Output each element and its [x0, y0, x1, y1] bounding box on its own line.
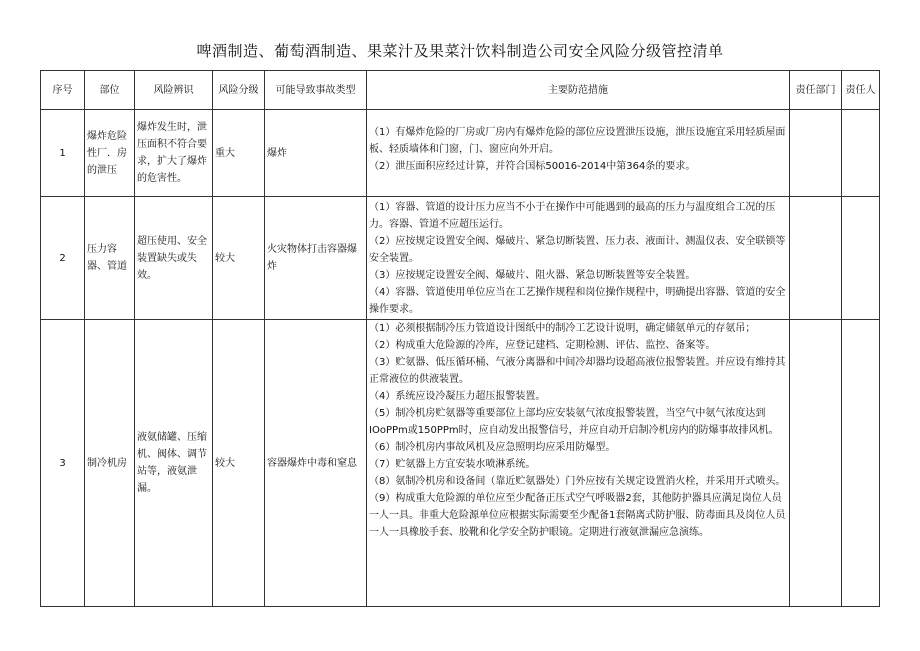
row-accident: 容器爆炸中毒和窒息 — [265, 320, 367, 607]
row-location: 爆炸危险性厂．房的泄压 — [85, 110, 135, 197]
measure-item: （2）构成重大危险源的冷库，应登记建档、定期检测、评估、监控、备案等。 — [369, 340, 716, 351]
table-row — [41, 197, 880, 320]
row-measures — [367, 320, 790, 607]
row-no: 1 — [41, 110, 85, 197]
row-level: 较大 — [213, 197, 265, 320]
table-row — [41, 320, 880, 607]
row-measures — [367, 110, 790, 197]
measure-item: （2）应按规定设置安全阀、爆破片、紧急切断装置、压力表、液面计、测温仪表、安全联锁等安全装置。 — [369, 236, 786, 264]
measure-item: （1）必须根据制冷压力管道设计图纸中的制冷工艺设计说明，确定储氨单元的存氨吊； — [369, 323, 756, 334]
page-title: 啤酒制造、葡萄酒制造、果菜汁及果菜汁饮料制造公司安全风险分级管控清单 — [196, 42, 724, 60]
measure-item: （4）容器、管道使用单位应当在工艺操作规程和岗位操作规程中，明确提出容器、管道的安全操作要求。 — [369, 287, 786, 315]
measure-item: （8）氨制冷机房和设备间（靠近贮氨器处）门外应按有关规定设置消火栓，并采用开式喷头。 — [369, 476, 786, 487]
table-row — [41, 110, 880, 197]
row-level: 较大 — [213, 320, 265, 607]
measure-item: （1）有爆炸危险的厂房或厂房内有爆炸危险的部位应设置泄压设施，泄压设施宜采用轻质屋面板、轻质墙体和门窗，门、窗应向外开启。 — [369, 127, 786, 155]
measure-item: （5）制冷机房贮氨器等重要部位上部均应安装氨气浓度报警装置，当空气中氨气浓度达到IOoPPm或150PPm时，应自动发出报警信号，并应自动开启制冷机房内的防爆事故排风机。 — [369, 408, 779, 436]
row-no: 3 — [41, 320, 85, 607]
row-dept — [790, 197, 842, 320]
measure-item: （1）容器、管道的设计压力应当不小于在操作中可能遇到的最高的压力与温度组合工况的压力。容器、管道不应超压运行。 — [369, 202, 776, 230]
row-person — [842, 320, 880, 607]
row-location: 压力容器、管道 — [85, 197, 135, 320]
header-accident: 可能导致事故类型 — [265, 71, 367, 110]
header-location: 部位 — [85, 71, 135, 110]
row-risk: 超压使用、安全装置缺失或失效。 — [135, 197, 213, 320]
header-dept: 责任部门 — [790, 71, 842, 110]
measure-item: （7）贮氨器上方宜安装水喷淋系统。 — [369, 459, 536, 470]
row-dept — [790, 320, 842, 607]
measure-item: （2）泄压面积应经过计算，并符合国标50016-2014中第364条的要求。 — [369, 161, 696, 172]
row-risk: 液氨储罐、压缩机、阀体、调节站等，液氨泄漏。 — [135, 320, 213, 607]
row-accident: 爆炸 — [265, 110, 367, 197]
row-level: 重大 — [213, 110, 265, 197]
measure-item: （9）构成重大危险源的单位应至少配备正压式空气呼吸器2套，其他防护器具应满足岗位人员一人一具。非重大危险源单位应根据实际需要至少配备1套隔离式防护服、防毒面具及岗位人员一人一具橡胶手套、胶靴和化学安全防护眼镜。定期进行液氨泄漏应急演练。 — [369, 493, 786, 538]
row-accident: 火灾物体打击容器爆炸 — [265, 197, 367, 320]
header-person: 责任人 — [842, 71, 880, 110]
row-person — [842, 197, 880, 320]
row-no: 2 — [41, 197, 85, 320]
row-measures — [367, 197, 790, 320]
measure-item: （3）贮氨器、低压循环桶、气液分离器和中间冷却器均设超高液位报警装置。并应设有维持其正常液位的供液装置。 — [369, 357, 786, 385]
row-risk: 爆炸发生时，泄压面积不符合要求，扩大了爆炸的危害性。 — [135, 110, 213, 197]
table-header-row — [41, 71, 880, 110]
measure-item: （4）系统应设冷凝压力超压报警装置。 — [369, 391, 546, 402]
row-dept — [790, 110, 842, 197]
measure-item: （3）应按规定设置安全阀、爆破片、阻火器、紧急切断装置等安全装置。 — [369, 270, 696, 281]
risk-control-table — [40, 70, 880, 607]
row-person — [842, 110, 880, 197]
header-level: 风险分级 — [213, 71, 265, 110]
row-location: 制冷机房 — [85, 320, 135, 607]
header-measures: 主要防范措施 — [367, 71, 790, 110]
measure-item: （6）制冷机房内事故风机及应急照明均应采用防爆型。 — [369, 442, 616, 453]
header-risk: 风险辨识 — [135, 71, 213, 110]
header-no: 序号 — [41, 71, 85, 110]
